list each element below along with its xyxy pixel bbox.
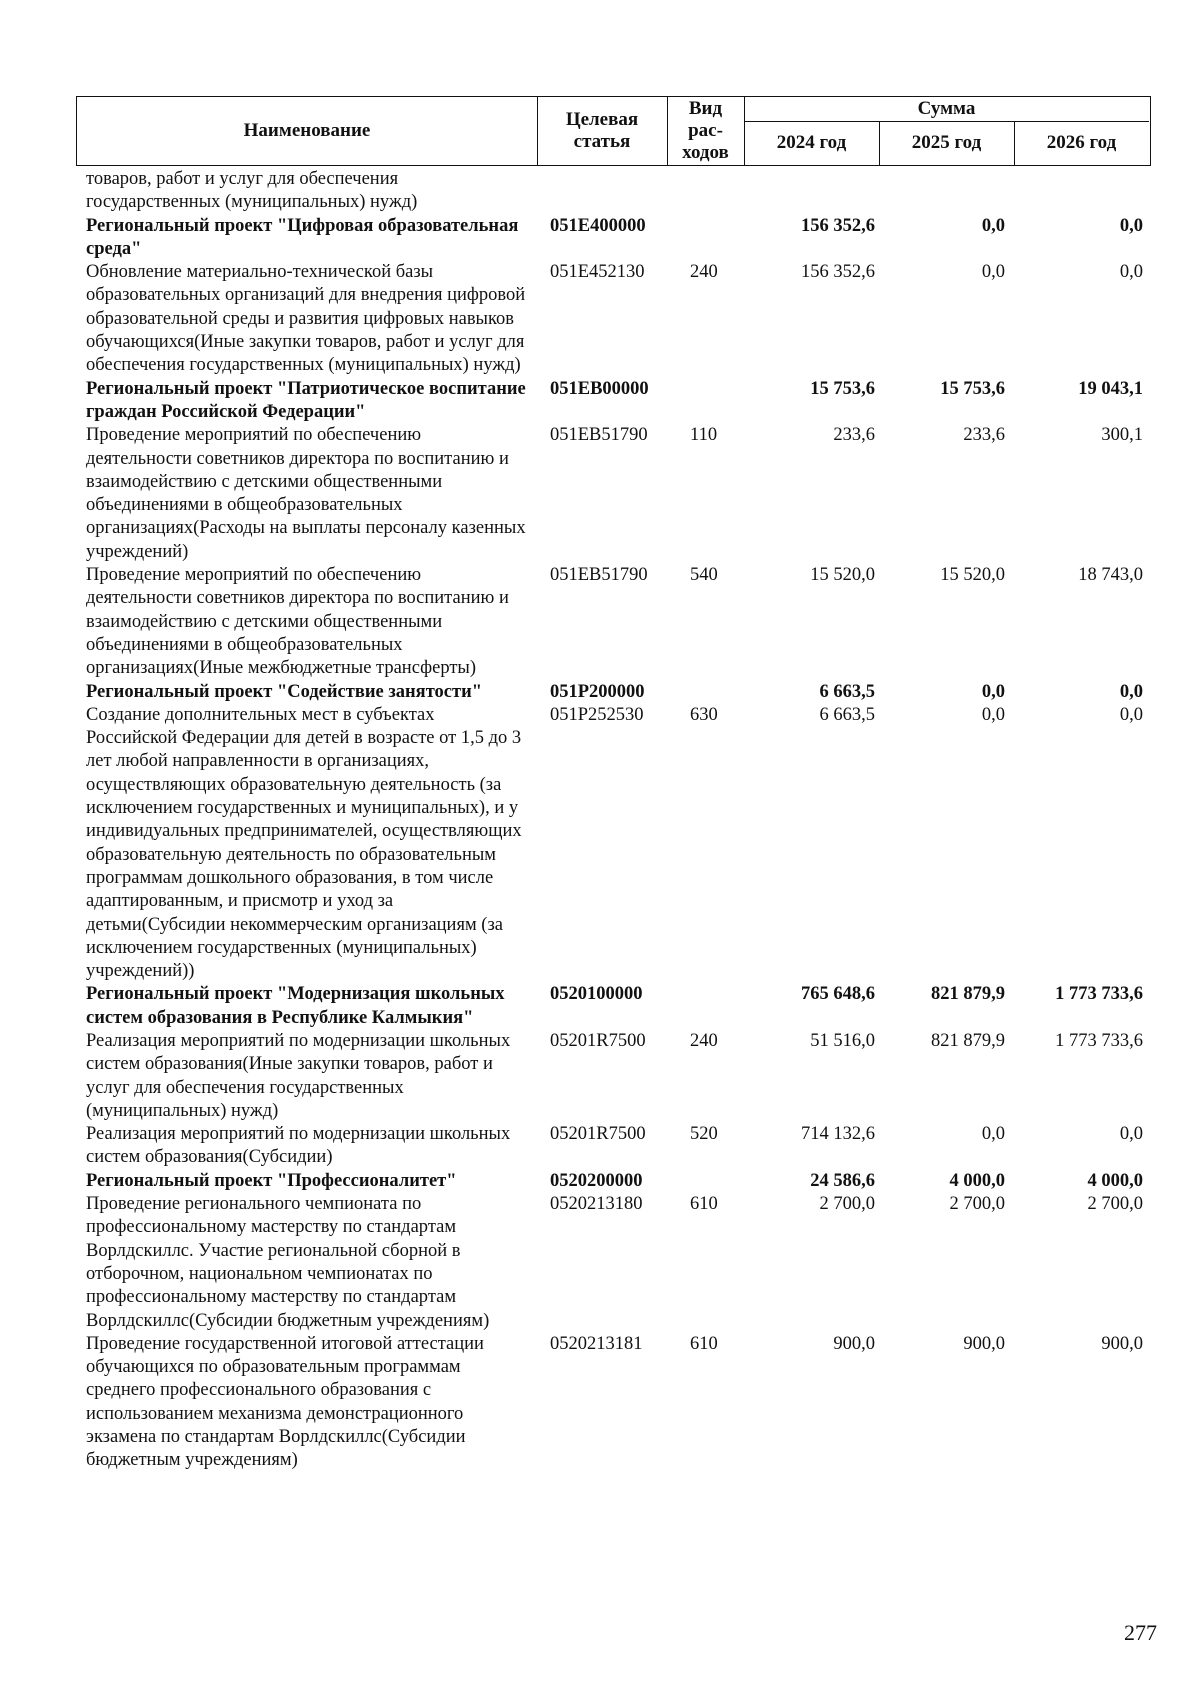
header-expense-kind: Вид рас-ходов xyxy=(682,97,729,163)
row-sum-2026: 19 043,1 xyxy=(1078,378,1143,399)
table-row xyxy=(76,1030,1151,1123)
row-sum-2025: 0,0 xyxy=(981,215,1005,236)
row-sum-2025: 2 700,0 xyxy=(949,1194,1005,1215)
row-name: Региональный проект "Цифровая образовательная среда" xyxy=(86,215,519,259)
table-row xyxy=(76,983,1151,1030)
row-name: товаров, работ и услуг для обеспечения государственных (муниципальных) нужд) xyxy=(86,169,418,213)
header-year-2026: 2026 год xyxy=(1046,131,1117,153)
row-expense-kind: 110 xyxy=(690,425,718,446)
row-expense-kind: 610 xyxy=(690,1194,718,1215)
row-target-article: 0520200000 xyxy=(550,1170,643,1191)
row-sum-2024: 6 663,5 xyxy=(819,704,875,725)
row-sum-2026: 900,0 xyxy=(1101,1333,1143,1354)
row-sum-2025: 15 753,6 xyxy=(940,378,1005,399)
page-number: 277 xyxy=(1124,1620,1157,1645)
row-sum-2025: 0,0 xyxy=(981,262,1005,283)
row-sum-2024: 233,6 xyxy=(833,425,875,446)
row-name: Региональный проект "Патриотическое воспитание граждан Российской Федерации" xyxy=(86,378,526,422)
row-expense-kind: 610 xyxy=(690,1333,718,1354)
row-sum-2024: 156 352,6 xyxy=(801,262,875,283)
row-sum-2026: 0,0 xyxy=(1119,215,1143,236)
table-header xyxy=(76,96,1151,166)
table-row xyxy=(76,378,1151,425)
row-sum-2024: 714 132,6 xyxy=(801,1124,875,1145)
row-sum-2024: 15 520,0 xyxy=(810,565,875,586)
row-target-article: 0520100000 xyxy=(550,984,643,1005)
row-target-article: 051EB00000 xyxy=(550,378,649,399)
table-row xyxy=(76,1193,1151,1333)
row-sum-2026: 0,0 xyxy=(1119,1124,1143,1145)
header-divider xyxy=(1014,121,1015,165)
row-sum-2025: 900,0 xyxy=(963,1333,1005,1354)
row-name: Реализация мероприятий по модернизации школьных систем образования(Субсидии) xyxy=(86,1124,511,1168)
row-sum-2026: 1 773 733,6 xyxy=(1055,1030,1143,1051)
table-row xyxy=(76,681,1151,704)
header-divider xyxy=(744,97,745,165)
row-target-article: 051E452130 xyxy=(550,262,645,283)
row-name: Региональный проект "Содействие занятости" xyxy=(86,681,483,702)
row-sum-2025: 821 879,9 xyxy=(931,1030,1005,1051)
table-row xyxy=(76,424,1151,564)
header-sum: Сумма xyxy=(917,98,976,119)
row-name: Проведение мероприятий по обеспечению деятельности советников директора по воспитанию и взаимодействию с детскими общественными объединениями в общеобразовательных организациях(Иные межбюджетные трансферты) xyxy=(86,565,509,679)
row-target-article: 051P200000 xyxy=(550,681,645,702)
row-sum-2025: 0,0 xyxy=(981,681,1005,702)
row-sum-2024: 156 352,6 xyxy=(801,215,875,236)
table-row xyxy=(76,261,1151,377)
row-expense-kind: 240 xyxy=(690,1030,718,1051)
row-target-article: 05201R7500 xyxy=(550,1030,646,1051)
row-sum-2024: 900,0 xyxy=(833,1333,875,1354)
row-sum-2024: 51 516,0 xyxy=(810,1030,875,1051)
row-target-article: 051EB51790 xyxy=(550,425,648,446)
row-target-article: 051EB51790 xyxy=(550,565,648,586)
header-year-2024: 2024 год xyxy=(776,131,847,153)
table-row xyxy=(76,564,1151,680)
row-sum-2025: 4 000,0 xyxy=(949,1170,1005,1191)
row-sum-2026: 300,1 xyxy=(1101,425,1143,446)
row-expense-kind: 520 xyxy=(690,1124,718,1145)
row-sum-2026: 0,0 xyxy=(1119,704,1143,725)
row-sum-2026: 2 700,0 xyxy=(1087,1194,1143,1215)
row-sum-2025: 0,0 xyxy=(981,704,1005,725)
row-target-article: 05201R7500 xyxy=(550,1124,646,1145)
table-row xyxy=(76,1333,1151,1473)
row-target-article: 0520213181 xyxy=(550,1333,643,1354)
row-name: Проведение мероприятий по обеспечению деятельности советников директора по воспитанию и взаимодействию с детскими общественными объединениями в общеобразовательных организациях(Расходы на выплаты персоналу казенных учреждений) xyxy=(86,425,526,562)
row-target-article: 051P252530 xyxy=(550,704,644,725)
row-target-article: 0520213180 xyxy=(550,1194,643,1215)
row-expense-kind: 240 xyxy=(690,262,718,283)
row-expense-kind: 630 xyxy=(690,704,718,725)
row-name: Проведение регионального чемпионата по профессиональному мастерству по стандартам Ворлдскиллс. Участие региональной сборной в отборочном, национальном чемпионатах по профессиональному мастерству по стандартам Ворлдскиллс(Субсидии бюджетным учреждениям) xyxy=(86,1194,490,1331)
row-sum-2024: 765 648,6 xyxy=(801,984,875,1005)
row-sum-2026: 0,0 xyxy=(1119,262,1143,283)
header-target-article: Целевая статья xyxy=(565,108,639,152)
row-sum-2025: 821 879,9 xyxy=(931,984,1005,1005)
table-row xyxy=(76,704,1151,984)
table-row xyxy=(76,1170,1151,1193)
row-sum-2024: 6 663,5 xyxy=(819,681,875,702)
row-name: Региональный проект "Модернизация школьных систем образования в Республике Калмыкия" xyxy=(86,984,505,1028)
header-year-2025: 2025 год xyxy=(911,131,982,153)
row-sum-2024: 2 700,0 xyxy=(819,1194,875,1215)
row-sum-2026: 1 773 733,6 xyxy=(1055,984,1143,1005)
table-body xyxy=(76,168,1151,1473)
row-name: Проведение государственной итоговой аттестации обучающихся по образовательным программам среднего профессионального образования с использованием механизма демонстрационного экзамена по стандартам Ворлдскиллс(Субсидии бюджетным учреждениям) xyxy=(86,1333,484,1471)
table-row xyxy=(76,1123,1151,1170)
header-divider xyxy=(879,121,880,165)
row-name: Региональный проект "Профессионалитет" xyxy=(86,1170,457,1191)
table-row xyxy=(76,215,1151,262)
row-sum-2026: 0,0 xyxy=(1119,681,1143,702)
row-name: Обновление материально-технической базы образовательных организаций для внедрения цифровой образовательной среды и развития цифровых навыков обучающихся(Иные закупки товаров, работ и услуг для обеспечения государственных (муниципальных) нужд) xyxy=(86,262,526,376)
row-expense-kind: 540 xyxy=(690,565,718,586)
header-divider xyxy=(744,121,1149,122)
row-name: Реализация мероприятий по модернизации школьных систем образования(Иные закупки товаров, работ и услуг для обеспечения государственных (муниципальных) нужд) xyxy=(86,1030,511,1121)
row-sum-2024: 15 753,6 xyxy=(810,378,875,399)
row-sum-2024: 24 586,6 xyxy=(810,1170,875,1191)
row-sum-2025: 0,0 xyxy=(981,1124,1005,1145)
row-sum-2025: 233,6 xyxy=(963,425,1005,446)
table-row xyxy=(76,168,1151,215)
row-sum-2026: 4 000,0 xyxy=(1087,1170,1143,1191)
row-sum-2025: 15 520,0 xyxy=(940,565,1005,586)
row-name: Создание дополнительных мест в субъектах Российской Федерации для детей в возрасте от 1,5 до 3 лет любой направленности в организациях, осуществляющих образовательную деятельность (за исключением государственных и муниципальных), и у индивидуальных предпринимателей, осуществляющих образовательную деятельность по образовательным программам дошкольного образования, в том числе адаптированным, и присмотр и уход за детьми(Субсидии некоммерческим организациям (за исключением государственных (муниципальных) учреждений)) xyxy=(86,704,522,982)
header-divider xyxy=(537,97,538,165)
header-name: Наименование xyxy=(243,119,371,141)
header-divider xyxy=(667,97,668,165)
row-target-article: 051E400000 xyxy=(550,215,646,236)
row-sum-2026: 18 743,0 xyxy=(1078,565,1143,586)
